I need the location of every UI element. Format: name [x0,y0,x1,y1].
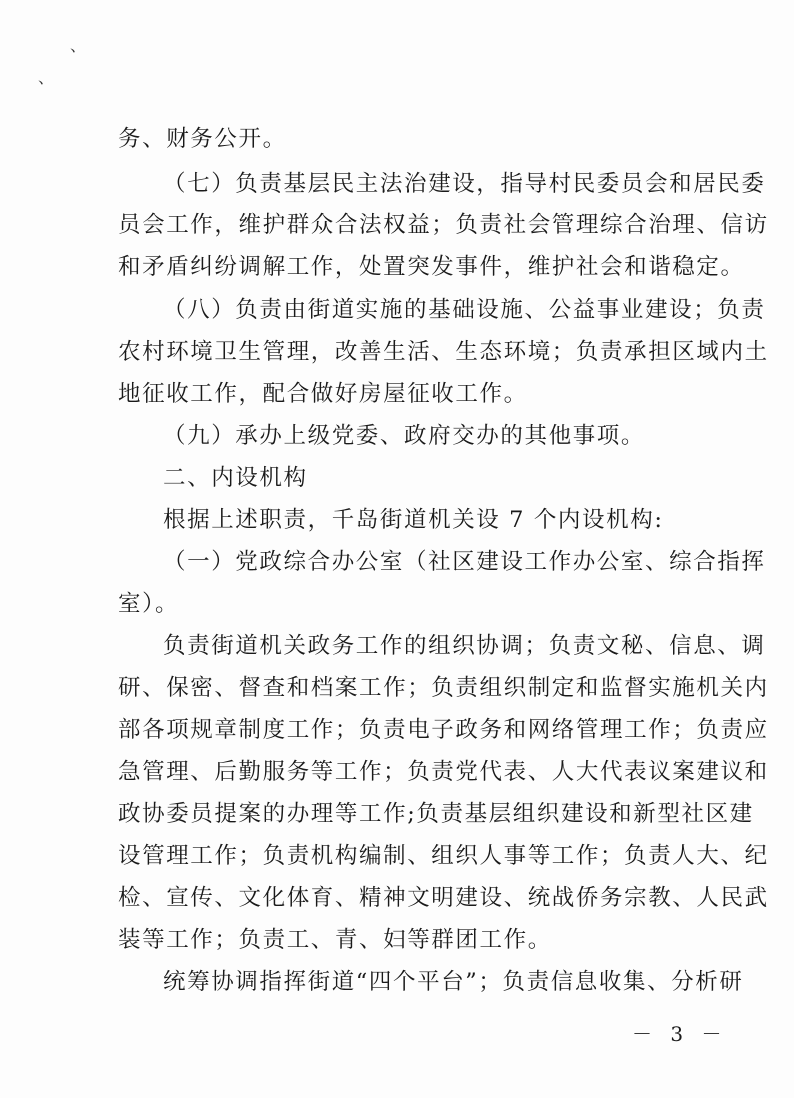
text-line: 和矛盾纠纷调解工作，处置突发事件，维护社会和谐稳定。 [118,254,745,280]
paragraph-start: 统筹协调指挥街道“四个平台”；负责信息收集、分析研 [163,969,744,995]
text-line: 地征收工作，配合做好房屋征收工作。 [118,381,528,407]
item-nine: （九）承办上级党委、政府交办的其他事项。 [163,423,646,449]
paragraph-start: 负责街道机关政务工作的组织协调；负责文秘、信息、调 [163,633,766,659]
text-line: 研、保密、督查和档案工作；负责组织制定和监督实施机关内 [118,675,769,701]
section-heading: 二、内设机构 [163,465,308,491]
text-line: 员会工作，维护群众合法权益；负责社会管理综合治理、信访 [118,212,769,238]
item-eight: （八）负责由街道实施的基础设施、公益事业建设；负责 [163,297,766,323]
text-line: 装等工作；负责工、青、妇等群团工作。 [118,927,552,953]
text-line: 室）。 [118,591,180,617]
text-line: 设管理工作；负责机构编制、组织人事等工作；负责人大、纪 [118,843,769,869]
text-line: 政协委员提案的办理等工作;负责基层组织建设和新型社区建 [118,801,754,827]
office-title: （一）党政综合办公室（社区建设工作办公室、综合指挥 [163,549,766,575]
text-line: 部各项规章制度工作；负责电子政务和网络管理工作；负责应 [118,717,769,743]
page-number: － 3 － [632,1022,728,1046]
text-line: 务、财务公开。 [118,126,287,152]
intro-line: 根据上述职责，千岛街道机关设 7 个内设机构: [163,507,664,533]
text-line: 急管理、后勤服务等工作；负责党代表、人大代表议案建议和 [118,759,769,785]
item-seven: （七）负责基层民主法治建设，指导村民委员会和居民委 [163,171,766,197]
stray-mark: 、 [70,36,87,55]
text-line: 检、宣传、文化体育、精神文明建设、统战侨务宗教、人民武 [118,885,769,911]
text-line: 农村环境卫生管理，改善生活、生态环境；负责承担区域内土 [118,339,769,365]
stray-mark: 、 [38,68,55,87]
